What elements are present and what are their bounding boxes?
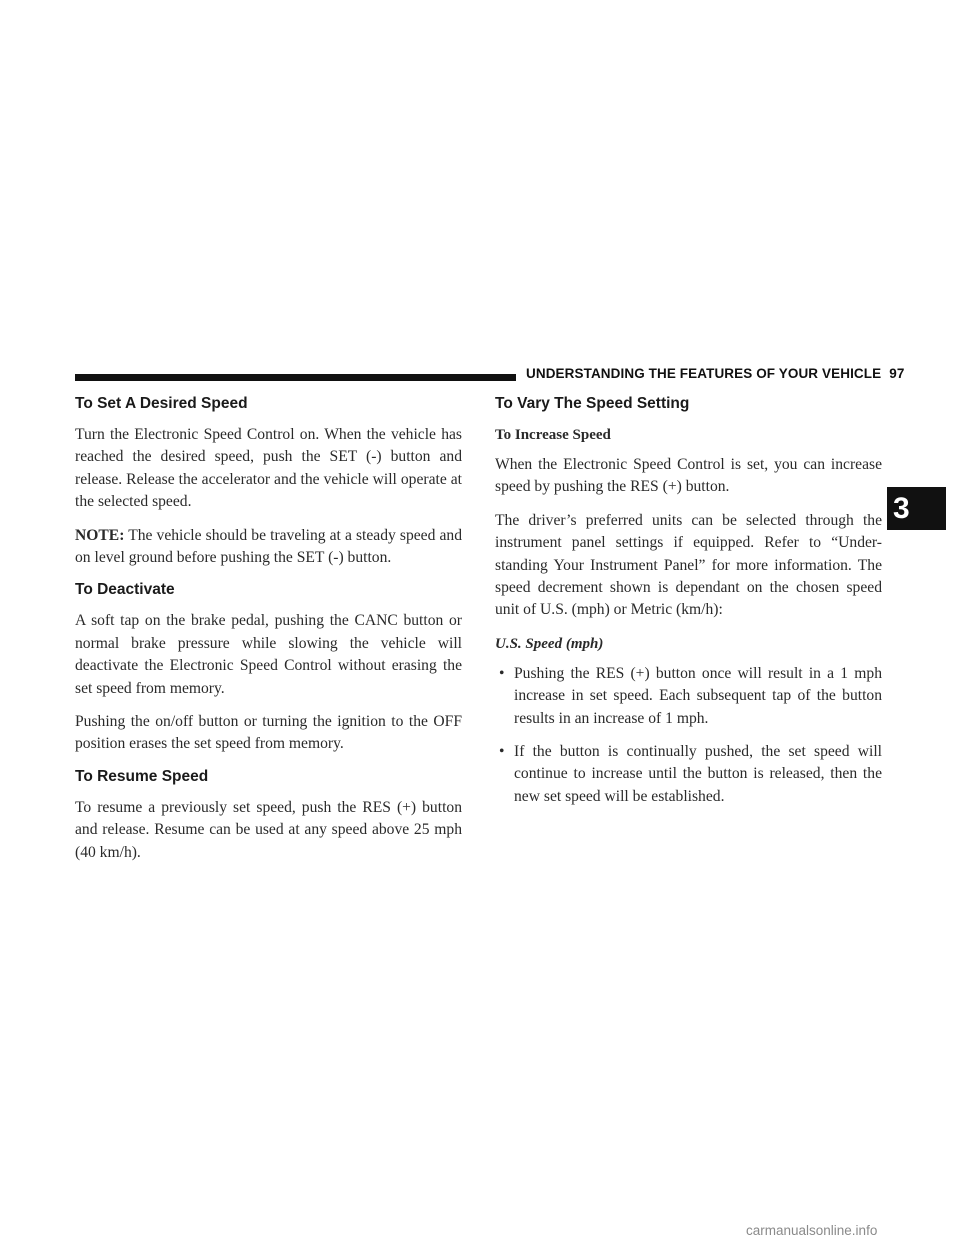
watermark: carmanualsonline.info [746,1223,878,1238]
list-item-text: Pushing the RES (+) button once will result in a 1 mph increase in set speed. Each subsequent tap of the button results in an increase of 1 mph. [514,664,882,727]
note-text: The vehicle should be traveling at a steady speed and on level ground before pushing the SET (-) button. [75,526,462,567]
running-header [526,366,905,381]
subheading-us-speed: U.S. Speed (mph) [495,635,604,652]
list-item [495,663,882,730]
page-number: 97 [889,366,905,381]
paragraph-increase-1: When the Electronic Speed Control is set, you can increase speed by pushing the RES (+) button. [495,456,882,496]
paragraph-resume: To resume a previously set speed, push the RES (+) button and release. Resume can be used at any speed above 25 mph (40 km/h). [75,798,462,861]
list-item [495,741,882,808]
right-column [495,390,882,819]
bullet-list [495,663,882,808]
header-title-text: UNDERSTANDING THE FEATURES OF YOUR VEHICLE [526,366,882,381]
paragraph-set-speed: Turn the Electronic Speed Control on. When the vehicle has reached the desired speed, push the SET (-) button and release. Release the accelerator and the vehicle will operate at the selected speed. [75,426,462,511]
paragraph-deactivate-1: A soft tap on the brake pedal, pushing the CANC button or normal brake pressure while slowing the vehicle will deactivate the Electronic Speed Control without erasing the set speed from memory. [75,612,462,697]
paragraph-increase-2: The driver’s preferred units can be selected through the instrument panel settings if equipped. Refer to “Under-standing Your Instrument Panel” for more information. The speed decrement shown is dependant on the chosen speed unit of U.S. (mph) or Metric (km/h): [495,511,882,619]
header-rule [75,374,516,381]
heading-resume-speed: To Resume Speed [75,767,209,785]
subheading-increase-speed: To Increase Speed [495,427,611,443]
heading-deactivate: To Deactivate [75,581,175,599]
note-label: NOTE: [75,526,125,544]
heading-vary-speed: To Vary The Speed Setting [495,395,690,412]
paragraph-deactivate-2: Pushing the on/off button or turning the ignition to the OFF position erases the set speed from memory. [75,713,462,753]
list-item-text: If the button is continually pushed, the set speed will continue to increase until the button is released, then the new set speed will be established. [514,743,882,805]
chapter-tab: 3 [887,487,946,530]
bullet-icon: • [499,743,505,761]
note-paragraph [75,525,462,570]
bullet-icon: • [499,664,505,682]
heading-set-desired-speed: To Set A Desired Speed [75,395,248,412]
left-column [75,390,462,875]
